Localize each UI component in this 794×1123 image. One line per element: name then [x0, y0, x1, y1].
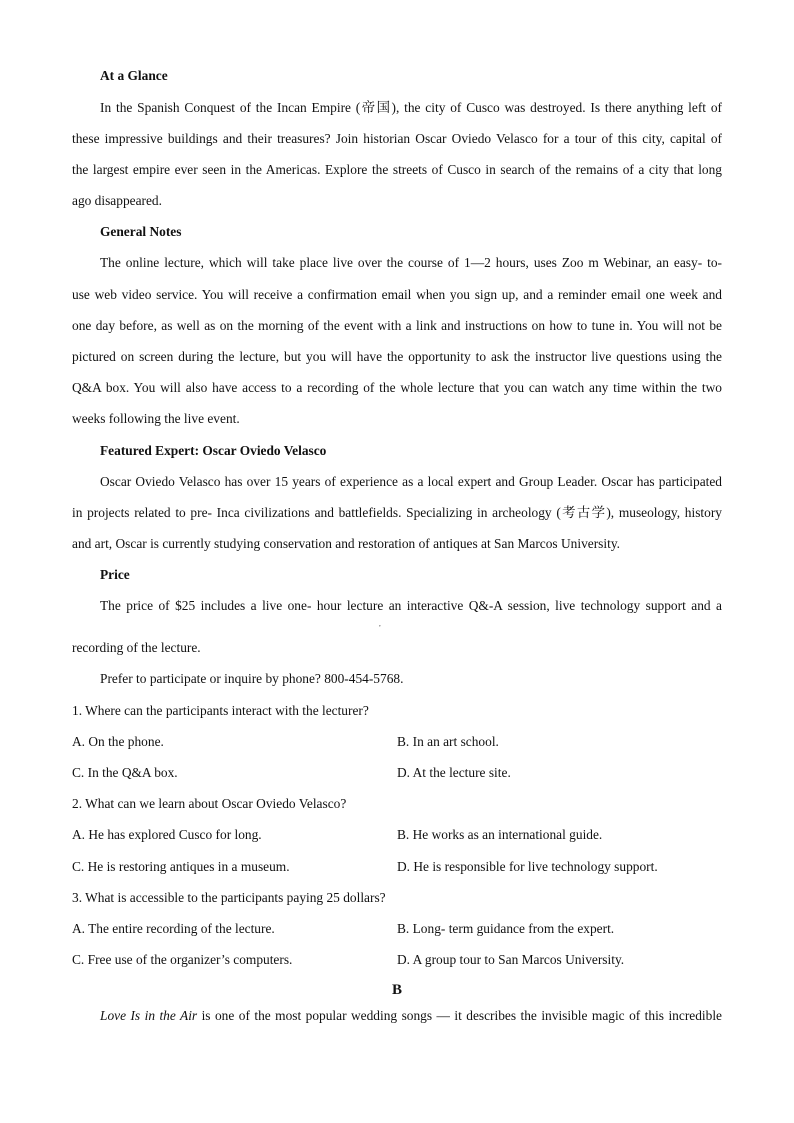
option-d: D. He is responsible for live technology support.	[397, 859, 658, 874]
section-heading-price: Price	[100, 567, 130, 582]
question-stem: 3. What is accessible to the participants paying 25 dollars?	[72, 890, 386, 905]
option-d: D. At the lecture site.	[397, 765, 511, 780]
option-b: B. He works as an international guide.	[397, 827, 603, 842]
option-a: A. On the phone.	[72, 734, 164, 749]
song-title: Love Is in the Air	[100, 1008, 198, 1023]
option-c: C. Free use of the organizer’s computers.	[72, 952, 293, 967]
paragraph-line: Prefer to participate or inquire by phone? 800-454-5768.	[100, 671, 404, 686]
paragraph-line: use web video service. You will receive a confirmation email when you sign up, and a reminder email one week and	[72, 287, 722, 302]
option-d: D. A group tour to San Marcos University.	[397, 952, 625, 967]
paragraph-line: weeks following the live event.	[72, 411, 240, 426]
paragraph-line: the largest empire ever seen in the Americas. Explore the streets of Cusco in search of the remains of a city that long	[72, 162, 722, 177]
section-label-b: B	[391, 982, 402, 998]
paragraph-line: these impressive buildings and their treasures? Join historian Oscar Oviedo Velasco for a tour of this city, capital of	[72, 131, 722, 146]
section-heading-featured-expert: Featured Expert: Oscar Oviedo Velasco	[100, 443, 327, 458]
option-a: A. The entire recording of the lecture.	[72, 921, 275, 936]
option-c: C. He is restoring antiques in a museum.	[72, 859, 290, 874]
option-b: B. In an art school.	[397, 734, 499, 749]
paragraph-line: The price of $25 includes a live one- hour lecture an interactive Q&-A session, live technology support and a	[100, 598, 722, 613]
paragraph-line: in projects related to pre- Inca civilizations and battlefields. Specializing in archeology (考古学), museology, history	[72, 505, 722, 520]
paragraph-line: ago disappeared.	[72, 193, 162, 208]
paragraph-line: Q&A box. You will also have access to a recording of the whole lecture that you can watch any time within the two	[72, 380, 722, 395]
option-b: B. Long- term guidance from the expert.	[397, 921, 615, 936]
paragraph-line: recording of the lecture.	[72, 640, 201, 655]
section-heading-at-a-glance: At a Glance	[100, 68, 168, 83]
paragraph-line: The online lecture, which will take place live over the course of 1—2 hours, uses Zoo m Webinar, an easy- to-	[100, 255, 722, 270]
paragraph-line: and art, Oscar is currently studying conservation and restoration of antiques at San Marcos University.	[72, 536, 621, 551]
paragraph-line: pictured on screen during the lecture, but you will have the opportunity to ask the instructor live questions using the	[72, 349, 722, 364]
option-c: C. In the Q&A box.	[72, 765, 178, 780]
paragraph-line: Oscar Oviedo Velasco has over 15 years of experience as a local expert and Group Leader. Oscar has participated	[100, 474, 722, 489]
stray-comma-mark: ,	[379, 620, 381, 628]
paragraph-text: is one of the most popular wedding songs — it describes the invisible magic of this incredible	[197, 1008, 722, 1023]
question-stem: 2. What can we learn about Oscar Oviedo Velasco?	[72, 796, 347, 811]
section-heading-general-notes: General Notes	[100, 224, 182, 239]
paragraph-line	[100, 1008, 722, 1024]
question-stem: 1. Where can the participants interact with the lecturer?	[72, 703, 369, 718]
paragraph-line: In the Spanish Conquest of the Incan Empire (帝国), the city of Cusco was destroyed. Is there anything left of	[100, 100, 722, 115]
option-a: A. He has explored Cusco for long.	[72, 827, 262, 842]
paragraph-line: one day before, as well as on the morning of the event with a link and instructions on how to tune in. You will not be	[72, 318, 722, 333]
